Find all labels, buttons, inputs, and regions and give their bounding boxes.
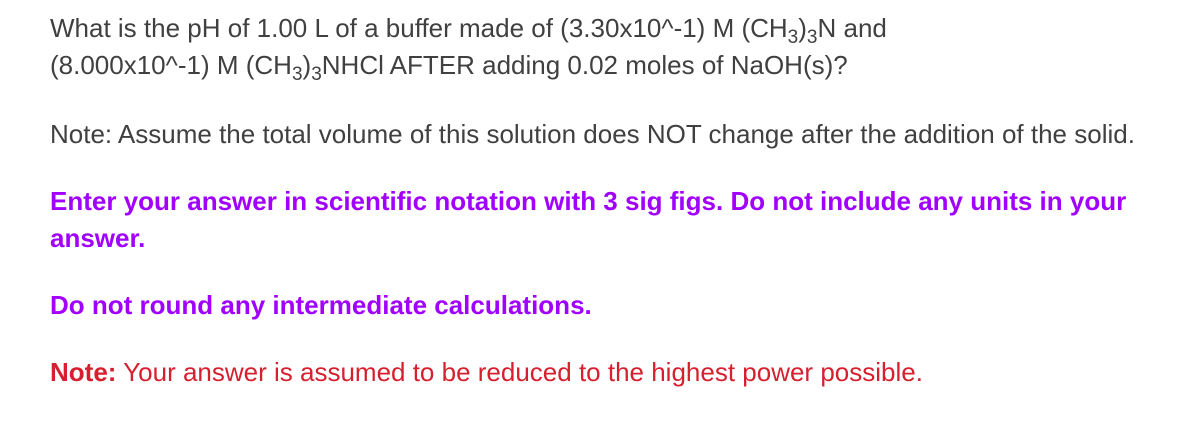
question-line2-c: NHCl AFTER adding 0.02 moles of NaOH(s)? [321,50,848,80]
question-line2-a: (8.000x10^-1) M (CH [50,50,292,80]
question-line1-c: N and [817,13,887,43]
question-line1-b: ) [798,13,807,43]
reduced-power-note-label: Note: [50,357,117,387]
subscript: 3 [787,27,799,48]
subscript: 3 [291,64,303,85]
volume-note: Note: Assume the total volume of this solution does NOT change after the addition of the solid. [50,119,1135,149]
sci-notation-instruction: Enter your answer in scientific notation with 3 sig figs. Do not include any units in your answer. [50,186,1127,253]
subscript: 3 [311,64,322,85]
question-line1-a: What is the pH of 1.00 L of a buffer made of (3.30x10^-1) M (CH [50,13,788,43]
subscript: 3 [806,27,818,48]
question-block [50,10,1160,391]
reduced-power-note [50,354,1160,391]
reduced-power-note-text: Your answer is assumed to be reduced to the highest power possible. [116,357,923,387]
no-rounding-instruction: Do not round any intermediate calculations. [50,290,592,320]
question-text [50,10,1160,84]
question-line2-b: ) [302,50,312,80]
